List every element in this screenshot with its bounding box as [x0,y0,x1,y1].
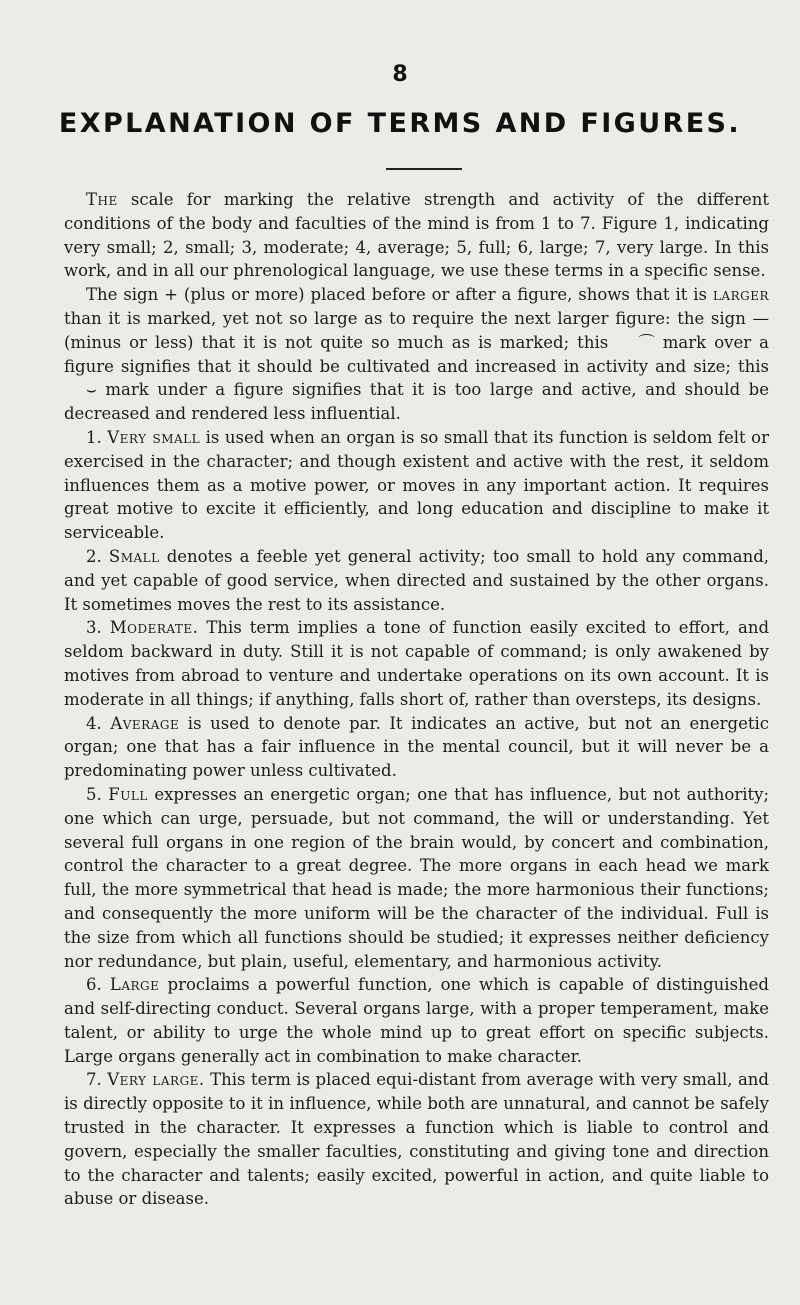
body-text [64,188,769,1211]
term-description: This term implies a tone of function easily excited to effort, and seldom backward in duty. Still it is not capable of command; is only awakened by motives from abroad to venture and undertake operations on its own account. It is moderate in all things; if anything, falls short of, rather than oversteps, its designs. [64,618,770,709]
title-divider [386,168,462,170]
signs-paragraph [64,283,769,426]
term-number: 4. [86,713,102,733]
term-paragraph-small [64,545,769,616]
term-number: 3. [86,618,102,638]
term-paragraph-moderate [64,616,769,711]
term-description: This term is placed equi-distant from average with very small, and is directly opposite to it in influence, while both are unnatural, and cannot be safely trusted in the character. It expresses a function which is liable to control and govern, especially the smaller faculties, constituting and giving tone and direction to the character and talents; easily excited, powerful in action, and quite liable to abuse or disease. [64,1070,769,1209]
term-number: 7. [86,1070,102,1090]
term-name: Full [108,784,148,804]
term-number: 1. [86,427,102,447]
term-number: 6. [86,975,102,995]
term-description: expresses an energetic organ; one that has influence, but not authority; one which can urge, persuade, but not command, the will or understanding. Yet several full organs in one region of the brain would, by concert and combination, control the character to a great degree. The more organs in each head we mark full, the more symmetrical that head is made; the more harmonious their functions; and consequently the more uniform will be the character of the individual. Full is the size from which all functions should be studied; it expresses neither deficiency nor redundance, but plain, useful, elementary, and harmonious activity. [64,784,769,971]
signs-text-4: mark under a figure signifies that it is too large and active, and should be decreased and rendered less influential. [64,380,769,424]
signs-text-3: mark over a figure signifies that it should be cultivated and increased in activity and size; this [64,332,769,376]
restrain-mark-icon: ⌣ [86,380,97,400]
intro-lead: The [86,190,118,209]
term-number: 2. [86,546,102,566]
term-description: is used to denote par. It indicates an active, but not an energetic organ; one that has a fair influence in the mental council, but it will never be a predominating power unless cultivated. [64,713,769,781]
signs-text-1: The sign + (plus or more) placed before or after a figure, shows that it is [86,285,713,305]
term-paragraph-very-small [64,426,769,545]
term-paragraph-average [64,712,769,783]
signs-emphasis: larger [712,285,769,305]
cultivate-mark-icon: ⌒ [638,332,655,352]
term-number: 5. [86,784,102,804]
term-description: denotes a feeble yet general activity; too small to hold any command, and yet capable of good service, when directed and sustained by the other organs. It sometimes moves the rest to its assistance. [64,546,769,614]
term-paragraph-large [64,973,769,1068]
term-paragraph-full [64,783,769,973]
signs-text-2: than it is marked, yet not so large as to require the next larger figure: the sign — (minus or less) that it is not quite so much as is marked; this [64,308,769,352]
term-name: Large [109,975,160,995]
term-name: Moderate. [109,618,199,638]
term-name: Average [110,713,180,733]
page-title: EXPLANATION OF TERMS AND FIGURES. [58,108,742,139]
intro-text: scale for marking the relative strength and activity of the different conditions of the body and faculties of the mind is from 1 to 7. Figure 1, indicating very small; 2, small; 3, moderate; 4, average; 5, full; 6, large; 7, very large. In this work, and in all our phrenological language, we use these terms in a specific sense. [64,190,769,281]
term-description: is used when an organ is so small that its function is seldom felt or exercised in the character; and though existent and active with the rest, it seldom influences them as a motive power, or moves in any important action. It requires great motive to excite it efficiently, and long education and discipline to make it serviceable. [64,427,769,543]
term-name: Small [108,546,160,566]
term-description: proclaims a powerful function, one which is capable of distinguished and self-directing conduct. Several organs large, with a proper temperament, make talent, or ability to urge the whole mind up to great effort on specific subjects. Large organs generally act in combination to make character. [64,975,769,1066]
page-number: 8 [392,62,408,87]
term-name: Very small [107,427,201,447]
term-name: Very large. [107,1070,205,1090]
term-paragraph-very-large [64,1068,769,1211]
intro-paragraph [64,188,769,283]
